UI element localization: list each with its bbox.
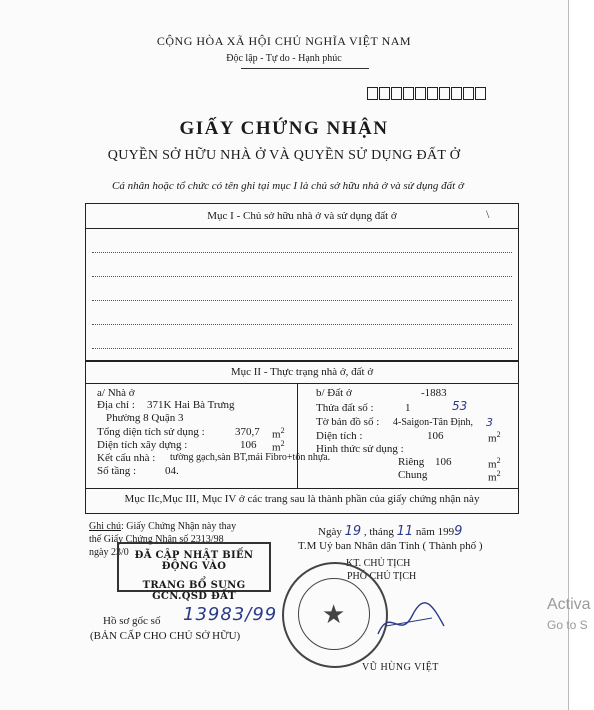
note-line-3: ngày 23/0 (89, 547, 129, 558)
land-area-label: Diện tích : (316, 430, 363, 442)
land-area-unit: $m^2$ (488, 430, 501, 445)
map-handwritten: 3 (486, 416, 493, 429)
motto-underline (241, 68, 369, 69)
file-number-value: 13983/99 (183, 604, 278, 625)
shared-unit: $m^2$ (488, 469, 501, 484)
floors-value: 04. (165, 465, 179, 477)
signer-title-2: PHÓ CHỦ TỊCH (347, 571, 417, 582)
house-address-label: Địa chỉ : (97, 399, 135, 411)
certificate-title: GIẤY CHỨNG NHẬN (179, 118, 389, 139)
motto: Độc lập - Tự do - Hạnh phúc (226, 53, 342, 64)
dotted-line (92, 348, 512, 349)
plot-label: Thửa đất số : (316, 402, 374, 414)
signer-name: VŨ HÙNG VIỆT (362, 662, 439, 673)
star-icon: ★ (322, 600, 346, 629)
column-divider (297, 383, 298, 488)
shared-label: Chung (398, 469, 428, 481)
built-area-label: Diện tích xây dựng : (97, 439, 188, 451)
structure-value: tường gạch,sàn BT,mái Fibro+tôn nhựa. (170, 452, 331, 463)
house-ward: Phường 8 Quận 3 (106, 412, 184, 424)
intro-text: Cá nhân hoặc tổ chức có tên ghi tại mục I là chủ sở hữu nhà ở và sử dụng đất ở (112, 180, 464, 192)
activation-watermark-subtitle: Go to S (547, 618, 588, 632)
dotted-line (92, 276, 512, 277)
built-area-value: 106 (240, 439, 257, 451)
file-number-label: Hồ sơ gốc số (103, 615, 161, 627)
plot-handwritten: 53 (452, 399, 468, 413)
stamp-line-2: TRANG BỔ SUNG GCN.QSD ĐẤT (142, 580, 246, 602)
private-value: 106 (435, 456, 452, 468)
house-address-value: 371K Hai Bà Trưng (147, 399, 235, 411)
section-divider (86, 228, 518, 229)
update-stamp (117, 542, 271, 602)
dotted-line (92, 252, 512, 253)
note-line-2: thế Giấy Chứng Nhận số 2313/98 (89, 534, 224, 545)
built-area-unit: $m^2$ (272, 439, 285, 454)
house-label: a/ Nhà ở (97, 387, 135, 399)
land-area-value: 106 (427, 430, 444, 442)
plot-value: 1 (405, 402, 411, 414)
note-line-1: Ghi chú: Giấy Chứng Nhận này thay (89, 521, 237, 532)
country-name: CỘNG HÒA XÃ HỘI CHỦ NGHĨA VIỆT NAM (156, 34, 412, 48)
section-property-heading: Mục II - Thực trạng nhà ở, đất ở (230, 366, 374, 378)
activation-watermark-title: Activa (547, 596, 591, 613)
structure-label: Kết cấu nhà : (97, 452, 156, 464)
total-area-unit: $m^2$ (272, 426, 285, 441)
section-property-footer: Mục IIc,Mục III, Mục IV ở các trang sau là thành phần của giấy chứng nhận này (124, 493, 480, 505)
total-area-label: Tổng diện tích sử dụng : (97, 426, 205, 438)
stamp-line-1: ĐÃ CẬP NHẬT BIẾN ĐỘNG VÀO (134, 550, 254, 572)
private-unit: $m^2$ (488, 456, 501, 471)
check-mark-icon: \ (486, 207, 490, 221)
section-divider (86, 488, 518, 489)
map-label: Tờ bản đồ số : (316, 416, 380, 428)
copy-designation: (BẢN CẤP CHO CHỦ SỞ HỮU) (90, 630, 241, 642)
land-code: -1883 (421, 387, 447, 399)
section-owner-heading: Mục I - Chủ sở hữu nhà ở và sử dụng đất ở (207, 210, 397, 222)
signer-title-1: KT. CHỦ TỊCH (346, 558, 411, 569)
dotted-line (92, 324, 512, 325)
section-owner-box (85, 203, 519, 361)
dotted-line (92, 300, 512, 301)
signing-date: Ngày 19 , tháng 11 năm 1999 (318, 524, 463, 539)
signature-mark (372, 596, 452, 646)
section-divider (86, 383, 518, 384)
serial-number-boxes (367, 87, 486, 100)
map-value: 4-Saigon-Tân Định, (393, 417, 473, 428)
total-area-value: 370,7 (235, 426, 260, 438)
usage-label: Hình thức sử dụng : (316, 443, 404, 455)
land-label: b/ Đất ở (316, 387, 352, 399)
floors-label: Số tầng : (97, 465, 137, 477)
issuing-authority: T.M Uỷ ban Nhân dân Tỉnh ( Thành phố ) (298, 540, 483, 552)
private-label: Riêng (398, 456, 425, 468)
certificate-subtitle: QUYỀN SỞ HỮU NHÀ Ở VÀ QUYỀN SỬ DỤNG ĐẤT Ở (107, 148, 461, 163)
